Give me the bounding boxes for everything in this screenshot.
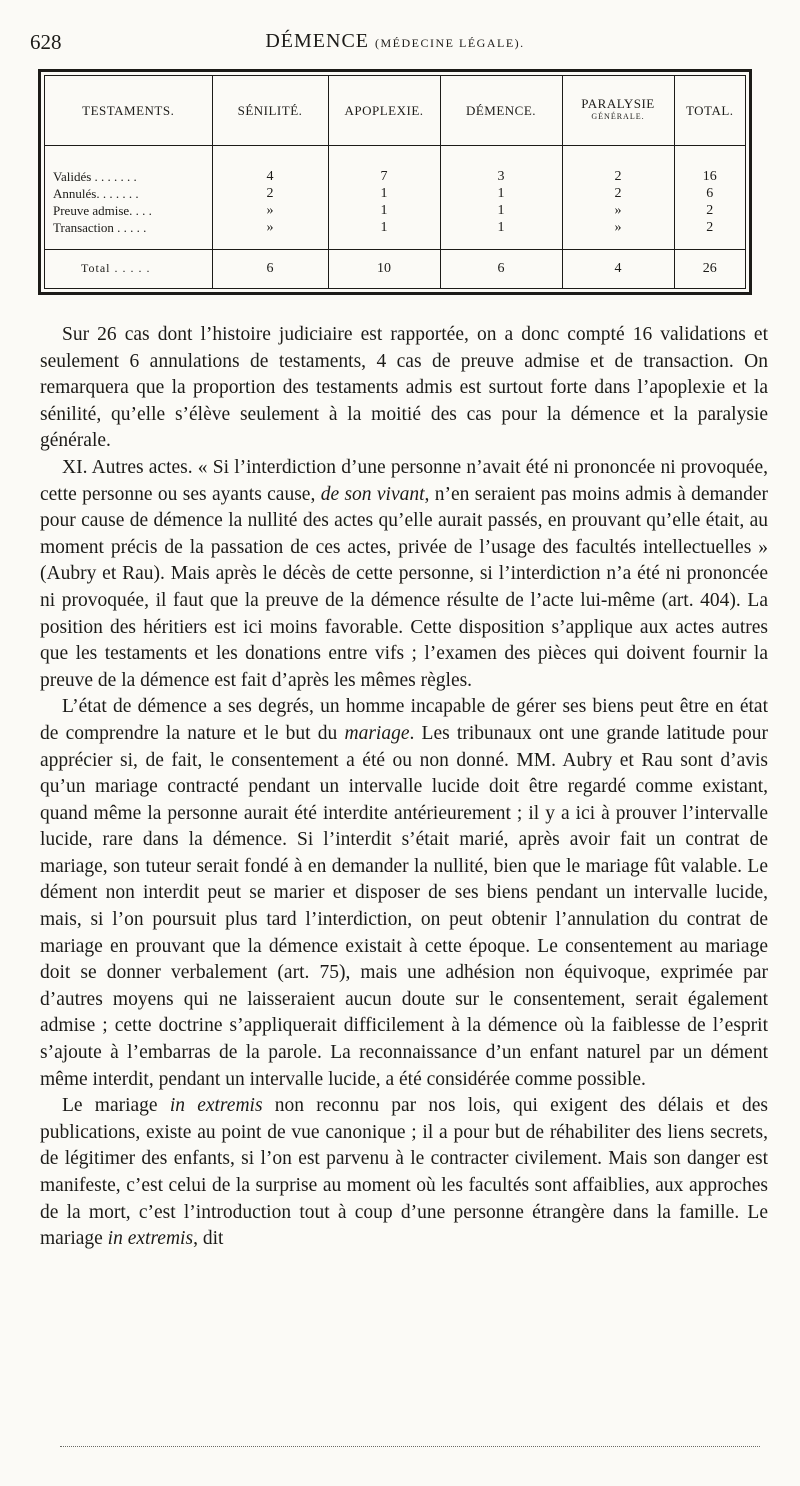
column-header-paralysie-main: PARALYSIE [581, 96, 655, 112]
paralysie-values-cell [562, 145, 674, 249]
table-cell: 2 [266, 185, 274, 201]
row-label-preuve: Preuve admise. . . . [53, 202, 152, 218]
page-header [30, 30, 760, 58]
page-number: 628 [30, 30, 62, 54]
section-heading: XI. Autres actes. [62, 456, 193, 478]
table-cell: 1 [497, 185, 505, 201]
table-cell: 1 [497, 202, 505, 218]
row-label-annules: Annulés. . . . . . . [53, 185, 139, 201]
table-cell: 6 [212, 249, 328, 288]
table-cell: 6 [440, 249, 562, 288]
paragraph-mariage [40, 694, 768, 1093]
total-values-cell [674, 145, 745, 249]
table-cell: 1 [497, 219, 505, 235]
paragraph-text: « Si l’interdiction d’une personne n’avait été ni prononcée ni provoquée, cette personne ou ses ayants cause, [40, 456, 768, 505]
table-header-row [45, 76, 745, 145]
footer-rule [60, 1446, 760, 1447]
total-row-label: Total . . . . . [45, 249, 212, 288]
column-header-paralysie [562, 76, 674, 145]
table-cell: 10 [328, 249, 440, 288]
senilite-values-cell [212, 145, 328, 249]
table-cell: 16 [702, 168, 717, 184]
row-labels-cell [45, 145, 212, 249]
paragraph-text: L’état de démence a ses degrés, un homme incapable de gérer ses biens peut être en état de comprendre la nature et le but du [40, 696, 768, 744]
table-cell: 2 [706, 202, 714, 218]
table-cell: » [614, 202, 622, 218]
demence-values-cell [440, 145, 562, 249]
table-cell: 1 [380, 202, 388, 218]
italic-phrase: de son vivant [320, 483, 425, 505]
italic-phrase: in extremis [169, 1095, 263, 1117]
table-body-row [45, 145, 745, 249]
italic-phrase: mariage [344, 722, 410, 744]
paragraph-text: . Les tribunaux ont une grande latitude pour apprécier si, de fait, le consentement a été ou non donné. MM. Aubry et Rau sont d’avis qu’un mariage contracté pendant un intervalle lucide doit être regardé comme existant, quand même la personne aurait été interdite antérieurement ; il y a ici à prouver l’intervalle lucide, rare dans la démence. Si l’interdit s’était marié, après avoir fait un contrat de mariage, son tuteur serait fondé à en demander la nullité, bien que le mariage fût valable. Le dément non interdit peut se marier et disposer de ses biens pendant un intervalle lucide, mais, si l’on poursuit plus tard l’interdiction, on peut obtenir l’annulation du contrat de mariage en prouvant que la démence existait à cette époque. Le consentement au mariage doit se donner verbalement (art. 75), mais une adhésion non équivoque, exprimée par d’autres moyens qui ne laisseraient aucun doute sur le consentement, serait également admise ; cette doctrine s’appliquerait difficilement à la démence où la faiblesse de l’esprit s’ajoute à l’embarras de la parole. La reconnaissance d’un enfant naturel par un dément même interdit, pendant un intervalle lucide, a été considérée comme possible. [40, 722, 768, 1090]
paragraph-in-extremis [40, 1093, 768, 1253]
table-cell: » [266, 202, 274, 218]
row-label-valides: Validés . . . . . . . [53, 168, 137, 184]
running-title-sub: (MÉDECINE LÉGALE). [375, 36, 525, 50]
table-cell: 6 [706, 185, 714, 201]
statistics-table-frame [38, 69, 752, 295]
paragraph-text: , dit [193, 1228, 224, 1250]
table-cell: » [266, 219, 274, 235]
table-cell: 1 [380, 185, 388, 201]
table-cell: 2 [614, 185, 622, 201]
table-cell: 2 [614, 168, 622, 184]
column-header-apoplexie: APOPLEXIE. [328, 76, 440, 145]
table-cell: 1 [380, 219, 388, 235]
statistics-table [45, 76, 745, 288]
paragraph-autres-actes [40, 455, 768, 694]
paragraph-summary: Sur 26 cas dont l’histoire judiciaire est rapportée, on a donc compté 16 validations et seulement 6 annulations de testaments, 4 cas de preuve admise et de transaction. On remarquera que la proportion des testaments admis est surtout forte dans l’apoplexie et la sénilité, qu’elle s’élève seulement à la moitié des cas pour la démence et la paralysie générale. [40, 324, 768, 452]
italic-phrase: in extremis [107, 1228, 194, 1250]
body-text [40, 322, 768, 1253]
column-header-senilite: SÉNILITÉ. [212, 76, 328, 145]
column-header-testaments: TESTAMENTS. [45, 76, 212, 145]
column-header-total: TOTAL. [674, 76, 745, 145]
apoplexie-values-cell [328, 145, 440, 249]
table-cell: 4 [562, 249, 674, 288]
table-cell: » [614, 219, 622, 235]
table-cell: 4 [266, 168, 274, 184]
row-label-transaction: Transaction . . . . . [53, 219, 147, 235]
table-cell: 7 [380, 168, 388, 184]
column-header-demence: DÉMENCE. [440, 76, 562, 145]
table-cell: 26 [674, 249, 745, 288]
running-title [30, 30, 760, 53]
paragraph-text: non reconnu par nos lois, qui exigent des délais et des publications, existe au point de vue canonique ; il a pour but de réhabiliter des liens secrets, de légitimer des enfants, si l’on est parvenu à le contracter civilement. Mais son danger est manifeste, c’est celui de la surprise au moment où les facultés sont affaiblies, aux approches de la mort, c’est l’introduction tout à coup d’une personne étrangère dans la famille. Le mariage [40, 1095, 768, 1250]
paragraph-text: Le mariage [62, 1095, 170, 1117]
table-total-row [45, 249, 745, 288]
paragraph-text: , n’en seraient pas moins admis à demander pour cause de démence la nullité des actes qu’elle aurait passés, en prouvant qu’elle était, au moment précis de la passation de ces actes, privée de l’usage des facultés intellectuelles » (Aubry et Rau). Mais après le décès de cette personne, si l’interdiction n’a été ni prononcée ni provoquée, il faut que la preuve de la démence résulte de l’acte lui-même (art. 404). La position des héritiers est ici moins favorable. Cette disposition s’applique aux actes autres que les testaments et les donations entre vifs ; l’examen des pièces qui doivent fournir la preuve de la démence est fait d’après les mêmes règles. [40, 483, 768, 691]
column-header-paralysie-sub: GÉNÉRALE. [591, 112, 645, 122]
table-cell: 3 [497, 168, 505, 184]
running-title-main: DÉMENCE [265, 30, 370, 52]
table-cell: 2 [706, 219, 714, 235]
